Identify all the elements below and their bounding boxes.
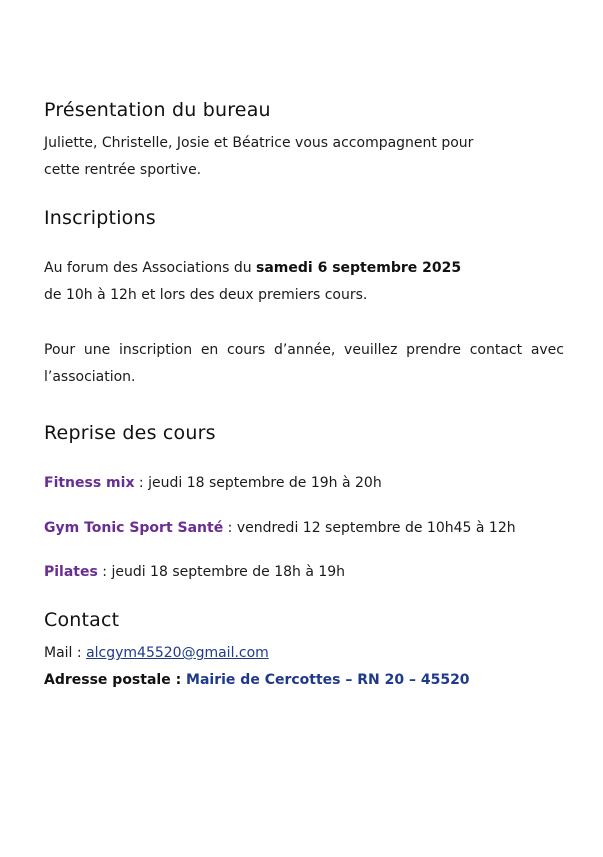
- course-name: Gym Tonic Sport Santé: [44, 520, 224, 536]
- course-item: [44, 470, 564, 497]
- course-schedule: : vendredi 12 septembre de 10h45 à 12h: [223, 520, 516, 536]
- inscriptions-heading: Inscriptions: [44, 207, 156, 229]
- course-name: Fitness mix: [44, 475, 135, 491]
- course-schedule: : jeudi 18 septembre de 19h à 20h: [134, 475, 382, 491]
- bureau-text: [44, 130, 564, 184]
- bureau-line-1: Juliette, Christelle, Josie et Béatrice vous accompagnent pour: [44, 135, 474, 151]
- course-item: [44, 515, 564, 542]
- address-label: Adresse postale :: [44, 672, 187, 688]
- course-item: [44, 559, 564, 586]
- forum-line-2: de 10h à 12h et lors des deux premiers cours.: [44, 287, 368, 303]
- bureau-heading: Présentation du bureau: [44, 99, 271, 121]
- inscriptions-forum-text: [44, 255, 564, 309]
- contact-address: [44, 667, 564, 694]
- mail-label: Mail :: [44, 645, 87, 661]
- course-name: Pilates: [44, 564, 98, 580]
- forum-prefix: Au forum des Associations du: [44, 260, 257, 276]
- forum-line-1: [44, 255, 564, 282]
- reprise-heading: Reprise des cours: [44, 422, 216, 444]
- address-value: Mairie de Cercottes – RN 20 – 45520: [186, 672, 470, 688]
- contact-heading: Contact: [44, 609, 120, 631]
- inscriptions-year-text: Pour une inscription en cours d’année, veuillez prendre contact avec l’association.: [44, 342, 564, 385]
- bureau-line-2: cette rentrée sportive.: [44, 162, 202, 178]
- contact-mail: [44, 640, 564, 667]
- course-schedule: : jeudi 18 septembre de 18h à 19h: [97, 564, 346, 580]
- email-link[interactable]: alcgym45520@gmail.com: [86, 645, 269, 661]
- forum-date: samedi 6 septembre 2025: [256, 260, 462, 276]
